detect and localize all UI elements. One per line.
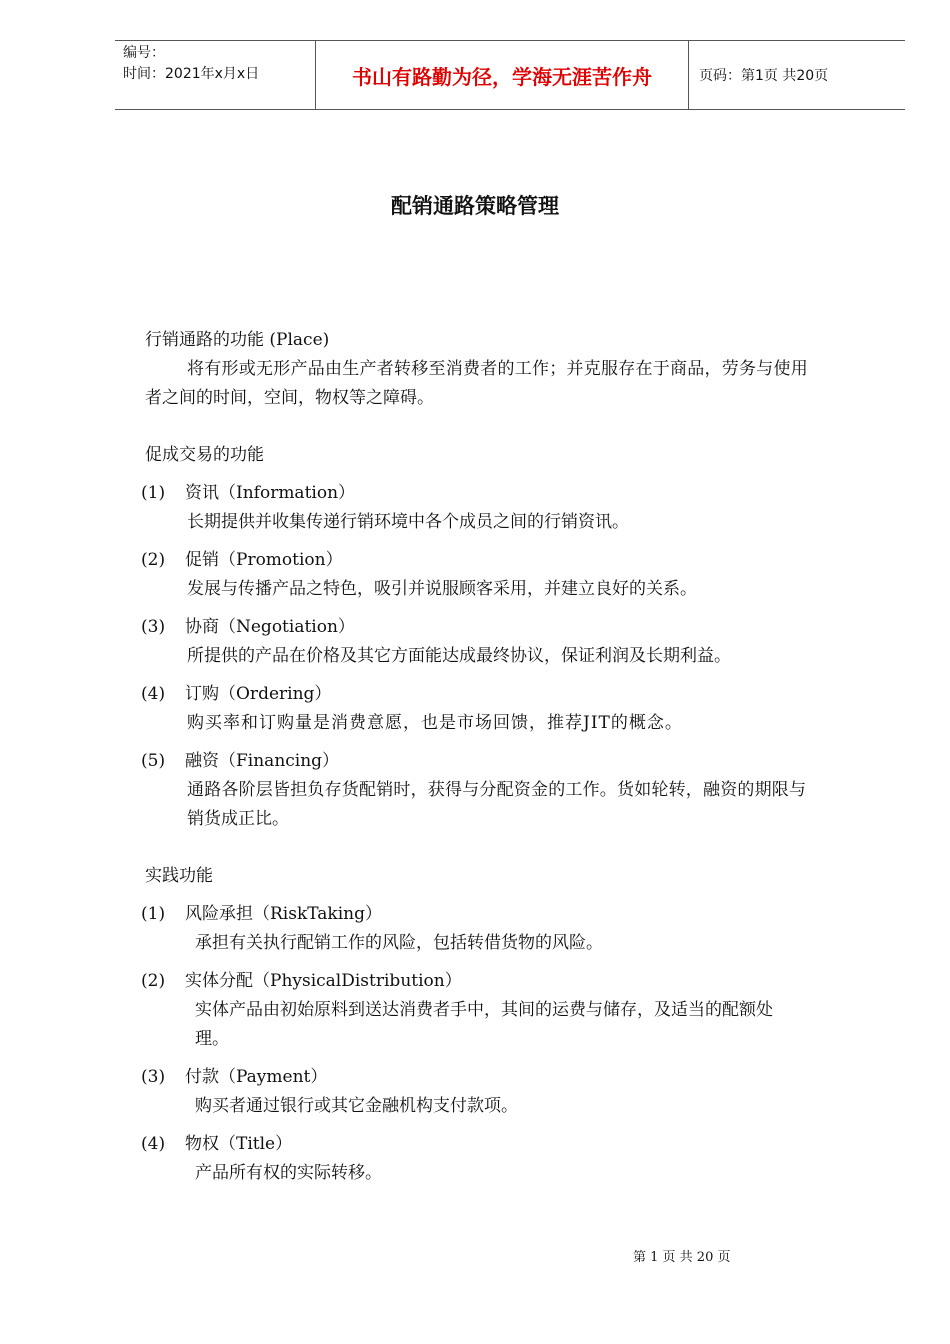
list-item-title: 风险承担（RiskTaking） bbox=[185, 904, 382, 924]
section-heading-place: 行销通路的功能 (Place) bbox=[145, 330, 330, 350]
paragraph-line: 者之间的时间，空间，物权等之障碍。 bbox=[145, 388, 434, 408]
header-meta bbox=[115, 41, 316, 109]
list-item-desc: 长期提供并收集传递行销环境中各个成员之间的行销资讯。 bbox=[187, 512, 629, 532]
list-item-title: 付款（Payment） bbox=[185, 1067, 328, 1087]
serial-number-label: 编号： bbox=[123, 45, 165, 61]
list-item-title: 订购（Ordering） bbox=[185, 684, 332, 704]
list-item-number: (4) bbox=[141, 684, 166, 704]
list-item-desc: 实体产品由初始原料到送达消费者手中，其间的运费与储存，及适当的配额处 bbox=[195, 1000, 773, 1020]
list-item-number: (1) bbox=[141, 483, 166, 503]
header-motto: 书山有路勤为径，学海无涯苦作舟 bbox=[316, 41, 689, 109]
list-item-number: (1) bbox=[141, 904, 166, 924]
time-label: 时间：2021年x月x日 bbox=[123, 66, 260, 82]
document-title: 配销通路策略管理 bbox=[391, 194, 559, 218]
page-footer: 第 1 页 共 20 页 bbox=[633, 1250, 731, 1265]
list-item-desc: 承担有关执行配销工作的风险，包括转借货物的风险。 bbox=[195, 933, 603, 953]
list-item-number: (4) bbox=[141, 1134, 166, 1154]
page-header bbox=[115, 40, 905, 110]
list-item-title: 协商（Negotiation） bbox=[185, 617, 355, 637]
list-item-desc: 购买率和订购量是消费意愿，也是市场回馈，推荐JIT的概念。 bbox=[187, 713, 683, 733]
list-item-number: (2) bbox=[141, 550, 166, 570]
paragraph-line: 将有形或无形产品由生产者转移至消费者的工作；并克服存在于商品，劳务与使用 bbox=[187, 359, 808, 379]
list-item-title: 实体分配（PhysicalDistribution） bbox=[185, 971, 462, 991]
list-item-desc: 发展与传播产品之特色，吸引并说服顾客采用，并建立良好的关系。 bbox=[187, 579, 697, 599]
list-item-desc: 所提供的产品在价格及其它方面能达成最终协议，保证利润及长期利益。 bbox=[187, 646, 731, 666]
list-item-title: 物权（Title） bbox=[185, 1134, 293, 1154]
section-heading-practice: 实践功能 bbox=[145, 866, 213, 886]
list-item-desc: 通路各阶层皆担负存货配销时，获得与分配资金的工作。货如轮转，融资的期限与 bbox=[187, 780, 807, 800]
list-item-desc: 理。 bbox=[195, 1029, 229, 1049]
list-item-desc: 产品所有权的实际转移。 bbox=[195, 1163, 382, 1183]
list-item-number: (3) bbox=[141, 617, 166, 637]
list-item-number: (5) bbox=[141, 751, 166, 771]
section-heading-transaction: 促成交易的功能 bbox=[145, 445, 264, 465]
list-item-title: 促销（Promotion） bbox=[185, 550, 343, 570]
header-page-info: 页码：第1页 共20页 bbox=[699, 68, 829, 84]
list-item-title: 融资（Financing） bbox=[185, 751, 340, 771]
list-item-desc: 购买者通过银行或其它金融机构支付款项。 bbox=[195, 1096, 518, 1116]
list-item-title: 资讯（Information） bbox=[185, 483, 356, 503]
list-item-desc: 销货成正比。 bbox=[187, 809, 289, 829]
list-item-number: (2) bbox=[141, 971, 166, 991]
list-item-number: (3) bbox=[141, 1067, 166, 1087]
